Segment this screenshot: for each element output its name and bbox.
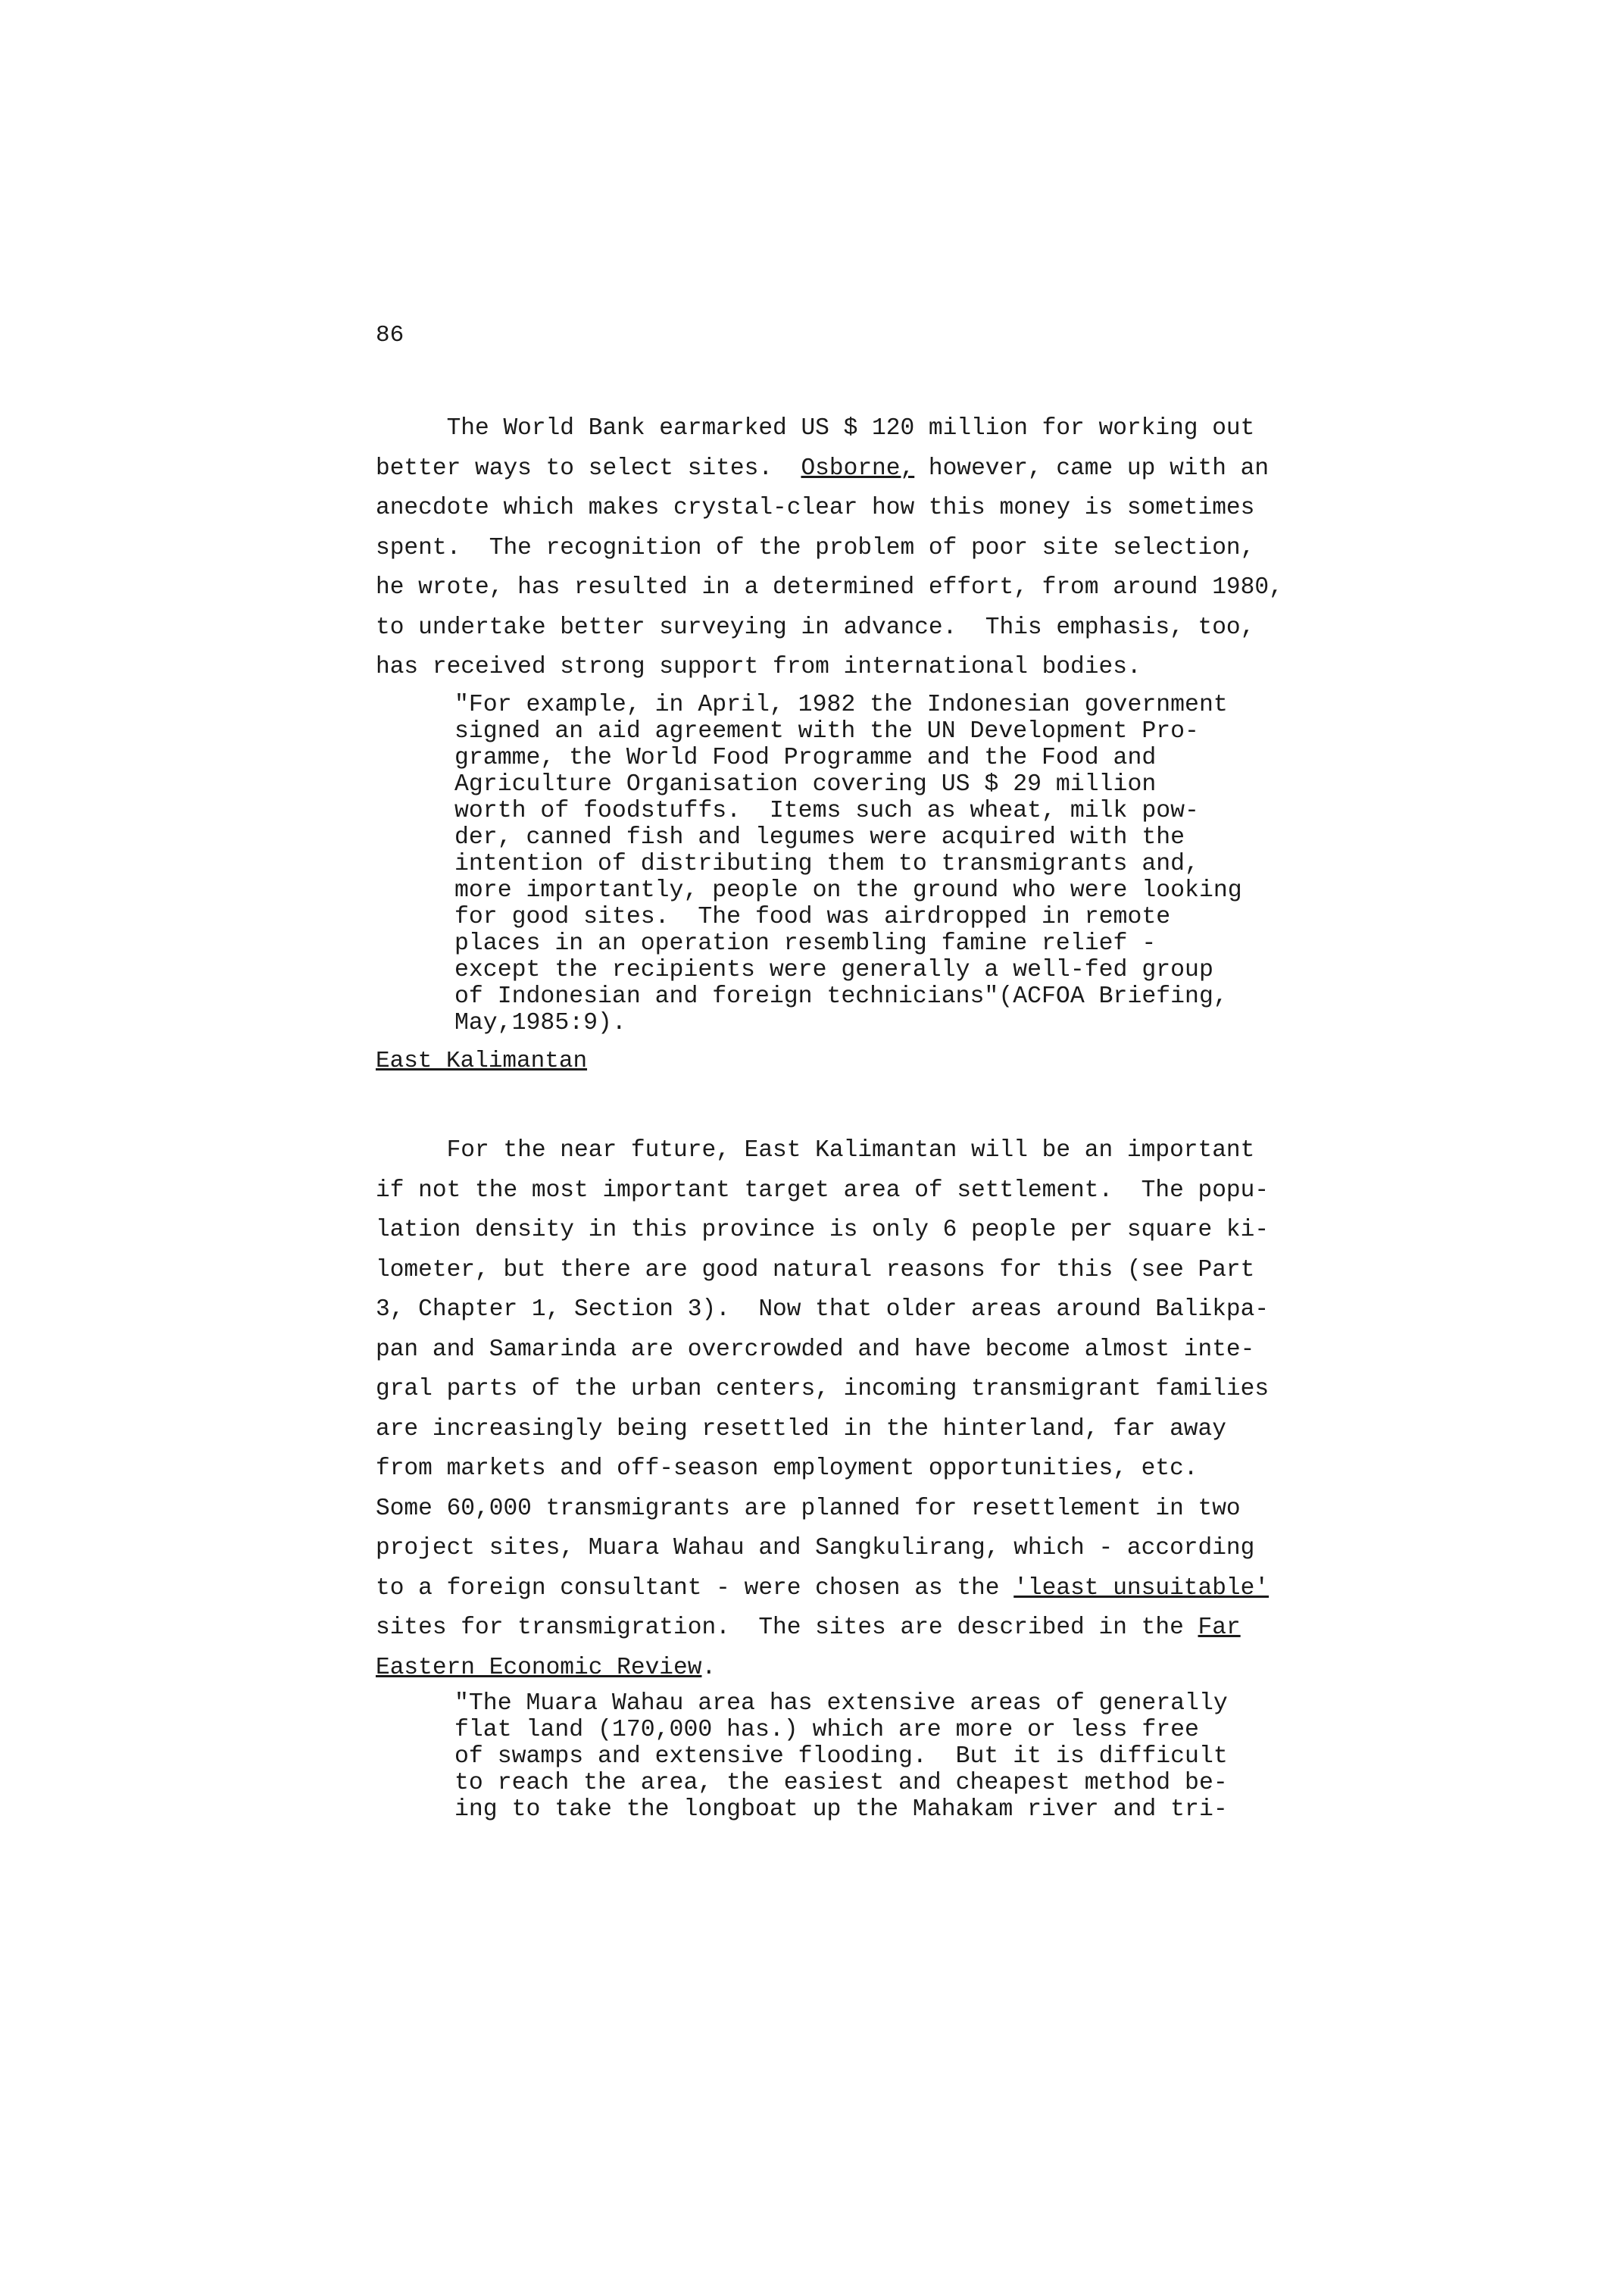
text-segment: sites for transmigration. The sites are described in the	[376, 1614, 1198, 1641]
quote-line: der, canned fish and legumes were acquired with the	[454, 824, 1185, 851]
text-segment: to a foreign consultant - were chosen as the	[376, 1574, 1014, 1602]
quote-line: "For example, in April, 1982 the Indonesian government	[454, 692, 1228, 718]
text-line: Some 60,000 transmigrants are planned for resettlement in two	[376, 1495, 1241, 1522]
quote-line: flat land (170,000 has.) which are more or less free	[454, 1717, 1199, 1743]
quote-line: to reach the area, the easiest and cheapest method be-	[454, 1770, 1228, 1796]
text-line: project sites, Muara Wahau and Sangkulirang, which - according	[376, 1535, 1255, 1561]
section-heading: East Kalimantan	[376, 1048, 588, 1074]
text-line: from markets and off-season employment opportunities, etc.	[376, 1455, 1198, 1482]
text-segment: better ways to select sites.	[376, 455, 801, 482]
text-line: anecdote which makes crystal-clear how this money is sometimes	[376, 495, 1255, 521]
quote-line: except the recipients were generally a well-fed group	[454, 957, 1213, 983]
block-quote-acfoa	[454, 692, 1432, 1036]
text-line: 3, Chapter 1, Section 3). Now that older areas around Balikpa-	[376, 1296, 1270, 1323]
quote-line: worth of foodstuffs. Items such as wheat, milk pow-	[454, 798, 1199, 824]
text-line: The World Bank earmarked US $ 120 million for working out	[376, 415, 1255, 442]
quote-line: for good sites. The food was airdropped in remote	[454, 904, 1171, 930]
text-line: lation density in this province is only 6 people per square ki-	[376, 1217, 1270, 1243]
quote-line: of swamps and extensive flooding. But it is difficult	[454, 1743, 1228, 1770]
journal-title: Eastern Economic Review	[376, 1654, 702, 1681]
journal-title: Far	[1198, 1614, 1241, 1641]
paragraph-world-bank	[376, 409, 1436, 688]
text-line: pan and Samarinda are overcrowded and have become almost inte-	[376, 1336, 1255, 1363]
quote-line: of Indonesian and foreign technicians"(ACFOA Briefing,	[454, 983, 1228, 1010]
block-quote-feer	[454, 1690, 1432, 1823]
quote-line: places in an operation resembling famine relief -	[454, 930, 1157, 957]
text-segment: .	[701, 1654, 717, 1681]
text-line: he wrote, has resulted in a determined effort, from around 1980,	[376, 574, 1283, 601]
text-line: to undertake better surveying in advance. This emphasis, too,	[376, 614, 1255, 641]
quote-line: signed an aid agreement with the UN Development Pro-	[454, 718, 1199, 745]
quote-line: intention of distributing them to transmigrants and,	[454, 851, 1199, 877]
text-line	[376, 1649, 1436, 1689]
quote-line: more importantly, people on the ground who were looking	[454, 877, 1242, 904]
text-line: has received strong support from international bodies.	[376, 654, 1141, 680]
text-line: are increasingly being resettled in the hinterland, far away	[376, 1415, 1226, 1442]
quote-line: ing to take the longboat up the Mahakam river and tri-	[454, 1796, 1228, 1823]
page-number: 86	[376, 322, 404, 348]
text-line: lometer, but there are good natural reasons for this (see Part	[376, 1256, 1255, 1283]
text-line	[376, 1569, 1436, 1609]
text-segment: however, came up with an	[914, 455, 1270, 482]
quote-line: Agriculture Organisation covering US $ 29 million	[454, 771, 1157, 798]
author-reference: Osborne,	[801, 455, 915, 482]
text-line: For the near future, East Kalimantan will be an important	[376, 1137, 1255, 1164]
quote-line: May,1985:9).	[454, 1010, 626, 1036]
text-line	[376, 449, 1436, 489]
paragraph-east-kalimantan	[376, 1131, 1436, 1688]
quote-line: "The Muara Wahau area has extensive areas of generally	[454, 1690, 1228, 1717]
emphasis-least-unsuitable: 'least unsuitable'	[1013, 1574, 1270, 1602]
quote-line: gramme, the World Food Programme and the Food and	[454, 745, 1157, 771]
text-line: gral parts of the urban centers, incoming transmigrant families	[376, 1376, 1270, 1402]
text-line: spent. The recognition of the problem of poor site selection,	[376, 534, 1255, 561]
text-line: if not the most important target area of settlement. The popu-	[376, 1177, 1270, 1204]
text-line	[376, 1608, 1436, 1649]
